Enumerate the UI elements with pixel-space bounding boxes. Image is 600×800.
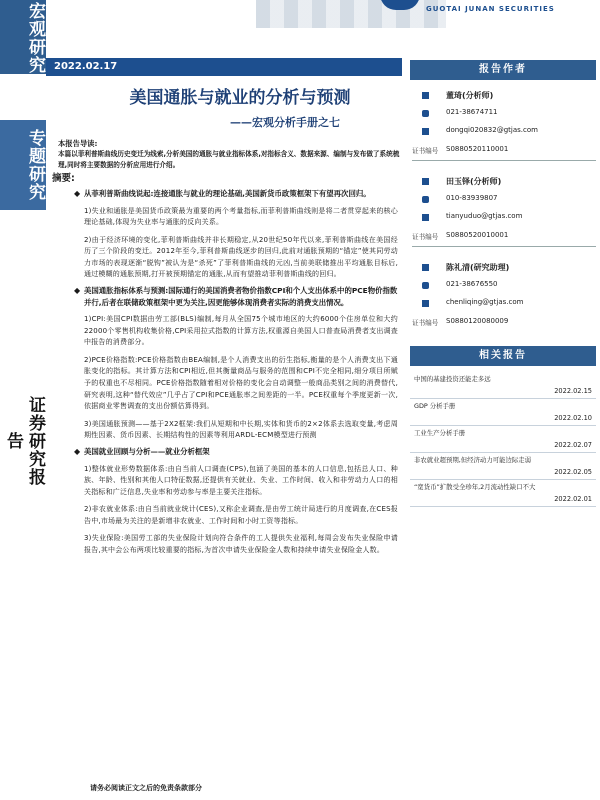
author-name: 陈礼清(研究助理) <box>446 263 510 272</box>
phone-icon <box>422 196 429 203</box>
cert-label: 证书编号 <box>412 233 439 241</box>
paragraph: 2)由于经济环境的变化,菲利普斯曲线并非长期稳定,从20世纪50年代以来,菲利普斯曲线在美国经历了三个阶段的变迁。2012年至今,菲利普斯曲线逐步的回归,此前对通胀预期的“锚定”使其同劳动力市场的表现逐渐“脱钩”被认为是“杀死”了菲利普斯曲线的元凶,当前美联储推出平均通胀目标后,通过模糊的通胀预期,打开被预期锚定的通胀,从而有望推动菲利普斯曲线的回归。 <box>84 235 398 279</box>
company-logo <box>380 0 600 20</box>
author-phone: 021-38674711 <box>446 108 498 116</box>
paragraph: 3)美国通胀预测——基于2X2框架:我们从短期和中长期,实体和货币的2×2体系去选取变量,考虑周期性因素、货币因素、长期结构性的因素等利用ARDL-ECM模型进行预测 <box>84 419 398 440</box>
person-icon <box>422 92 429 99</box>
bullet-text: 从菲利普斯曲线说起:连接通胀与就业的理论基础,美国新货币政策框架下有望再次回归。 <box>84 189 371 198</box>
left-band <box>0 0 46 800</box>
author-name: 田玉铎(分析师) <box>446 177 502 186</box>
section-bullet <box>52 446 400 458</box>
category-label-macro: 宏观研究 <box>0 0 46 74</box>
related-date: 2022.02.07 <box>554 441 592 449</box>
logo-text: GUOTAI JUNAN SECURITIES <box>426 5 555 13</box>
related-title: 中国的基建投资还能走多远 <box>414 375 491 383</box>
bullet-icon: ◆ <box>74 447 81 456</box>
paragraph: 2)非农就业体系:由自当前就业统计(CES),又称企业调查,是由劳工统计局进行的月度调查,在CES报告中,市场最为关注的是新增非农就业、工作时间和小时工资等指标。 <box>84 505 398 525</box>
email-icon <box>422 214 429 221</box>
report-subtitle: ——宏观分析手册之七 <box>230 116 340 129</box>
related-title: GDP 分析手册 <box>414 402 456 410</box>
cert-label: 证书编号 <box>412 319 439 327</box>
header <box>46 0 600 58</box>
bullet-text: 美国通胀指标体系与预测:国际通行的美国消费者物价指数CPI和个人支出体系中的PCE物价指数并行,后者在联储政策框架中更为关注,因更能够体现消费者实际的消费支出情况。 <box>84 286 398 307</box>
author-cert: S0880520010001 <box>446 231 509 239</box>
related-item[interactable] <box>410 480 596 507</box>
divider <box>412 246 596 247</box>
related-item[interactable] <box>410 372 596 399</box>
paragraph: 1)CPI:美国CPI数据由劳工部(BLS)编制,每月从全国75个城市地区的大约6000个住房单位和大约22000个零售机构收集价格,CPI采用拉式指数的计算方法,权重源自美国人口普查局消费者支出调查中报告的消费部分。 <box>84 315 398 347</box>
related-title: 工业生产分析手册 <box>414 429 466 437</box>
main-content <box>52 138 400 557</box>
related-date: 2022.02.05 <box>554 468 592 476</box>
phone-icon <box>422 110 429 117</box>
section-bullet <box>52 285 400 308</box>
category-label-special: 专题研究 <box>0 120 46 210</box>
author-card <box>410 80 596 180</box>
bullet-icon: ◆ <box>74 286 81 296</box>
divider <box>412 160 596 161</box>
report-date: 2022.02.17 <box>46 58 402 76</box>
related-date: 2022.02.01 <box>554 495 592 503</box>
related-date: 2022.02.10 <box>554 414 592 422</box>
author-email[interactable]: dongqi020832@gtjas.com <box>446 126 538 134</box>
related-list <box>410 372 596 507</box>
report-title: 美国通胀与就业的分析与预测 <box>129 88 351 108</box>
author-phone: 021-38676550 <box>446 280 498 288</box>
sidebar <box>410 60 596 507</box>
disclaimer-footer: 请务必阅读正文之后的免责条款部分 <box>90 784 202 792</box>
guide-text: 本篇以菲利普斯曲线历史变迁为线索,分析美国的通胀与就业指标体系,对指标含义、数据来源、编制与发布做了系统梳理,同时将主要数据的分析应用进行介绍。 <box>58 150 400 169</box>
email-icon <box>422 128 429 135</box>
related-date: 2022.02.15 <box>554 387 592 395</box>
related-item[interactable] <box>410 399 596 426</box>
category-label-report: 证券研究报告 <box>0 388 46 494</box>
author-card <box>410 252 596 352</box>
author-name: 董琦(分析师) <box>446 91 494 100</box>
paragraph: 2)PCE价格指数:PCE价格指数由BEA编制,是个人消费支出的衍生指标,衡量的是个人消费支出下通胀变化的指标。其计算方法和CPI相近,但其衡量商品与服务的范围和CPI不完全相同,细分项目所赋予的权重也不尽相同。PCE价格指数随着相对价格的变化会自动调整一般商品类别之间的消费替代,研究表明,这种“替代效应”几乎占了CPI和PCE通胀率之间差距的一半。PCE权重每个季度更新一次,依据商业零售调查的支出份额估算得到。 <box>84 355 398 411</box>
bullet-text: 美国就业回顾与分析——就业分析框架 <box>84 447 210 456</box>
person-icon <box>422 264 429 271</box>
author-email[interactable]: chenliqing@gtjas.com <box>446 298 524 306</box>
related-title: 非农就业超预期,但经济动力可能边际走弱 <box>414 456 532 464</box>
paragraph: 1)整体就业形势数据体系:由自当前人口调查(CPS),包涵了美国的基本的人口信息,包括总人口、种族、年龄、性别和其他人口特征数据,还提供有关就业、失业、工作时间、收入和非劳动力人口的相关指标和广泛信息,失业率和劳动参与率是主要关注指标。 <box>84 464 398 496</box>
related-header: 相关报告 <box>410 346 596 366</box>
author-email[interactable]: tianyuduo@gtjas.com <box>446 212 523 220</box>
phone-icon <box>422 282 429 289</box>
author-card <box>410 166 596 266</box>
logo-icon <box>380 0 420 10</box>
related-title: “宽货币”扩散受全珍年,2月流动性缺口不大 <box>414 483 536 491</box>
cert-label: 证书编号 <box>412 147 439 155</box>
related-item[interactable] <box>410 426 596 453</box>
author-cert: S0880520110001 <box>446 145 509 153</box>
related-item[interactable] <box>410 453 596 480</box>
paragraph: 1)失业和通胀是美国货币政策最为重要的两个考量指标,而菲利普斯曲线则是将二者贯穿起来的核心理论基础,体现为失业率与通胀的反向关系。 <box>84 206 398 227</box>
authors-header: 报告作者 <box>410 60 596 80</box>
person-icon <box>422 178 429 185</box>
guide-heading: 本报告导读: <box>58 139 98 148</box>
section-bullet <box>52 188 400 200</box>
email-icon <box>422 300 429 307</box>
author-phone: 010-83939807 <box>446 194 498 202</box>
bullet-icon: ◆ <box>74 189 81 198</box>
abstract-heading: 摘要: <box>52 173 75 184</box>
paragraph: 3)失业保险:美国劳工部的失业保险计划向符合条件的工人提供失业福利,每周会发布失业保险申请报告,其中会公布两项比较重要的指标,为首次申请失业保险金人数和持续申请失业保险金人数。 <box>84 534 398 555</box>
author-cert: S0880120080009 <box>446 317 509 325</box>
